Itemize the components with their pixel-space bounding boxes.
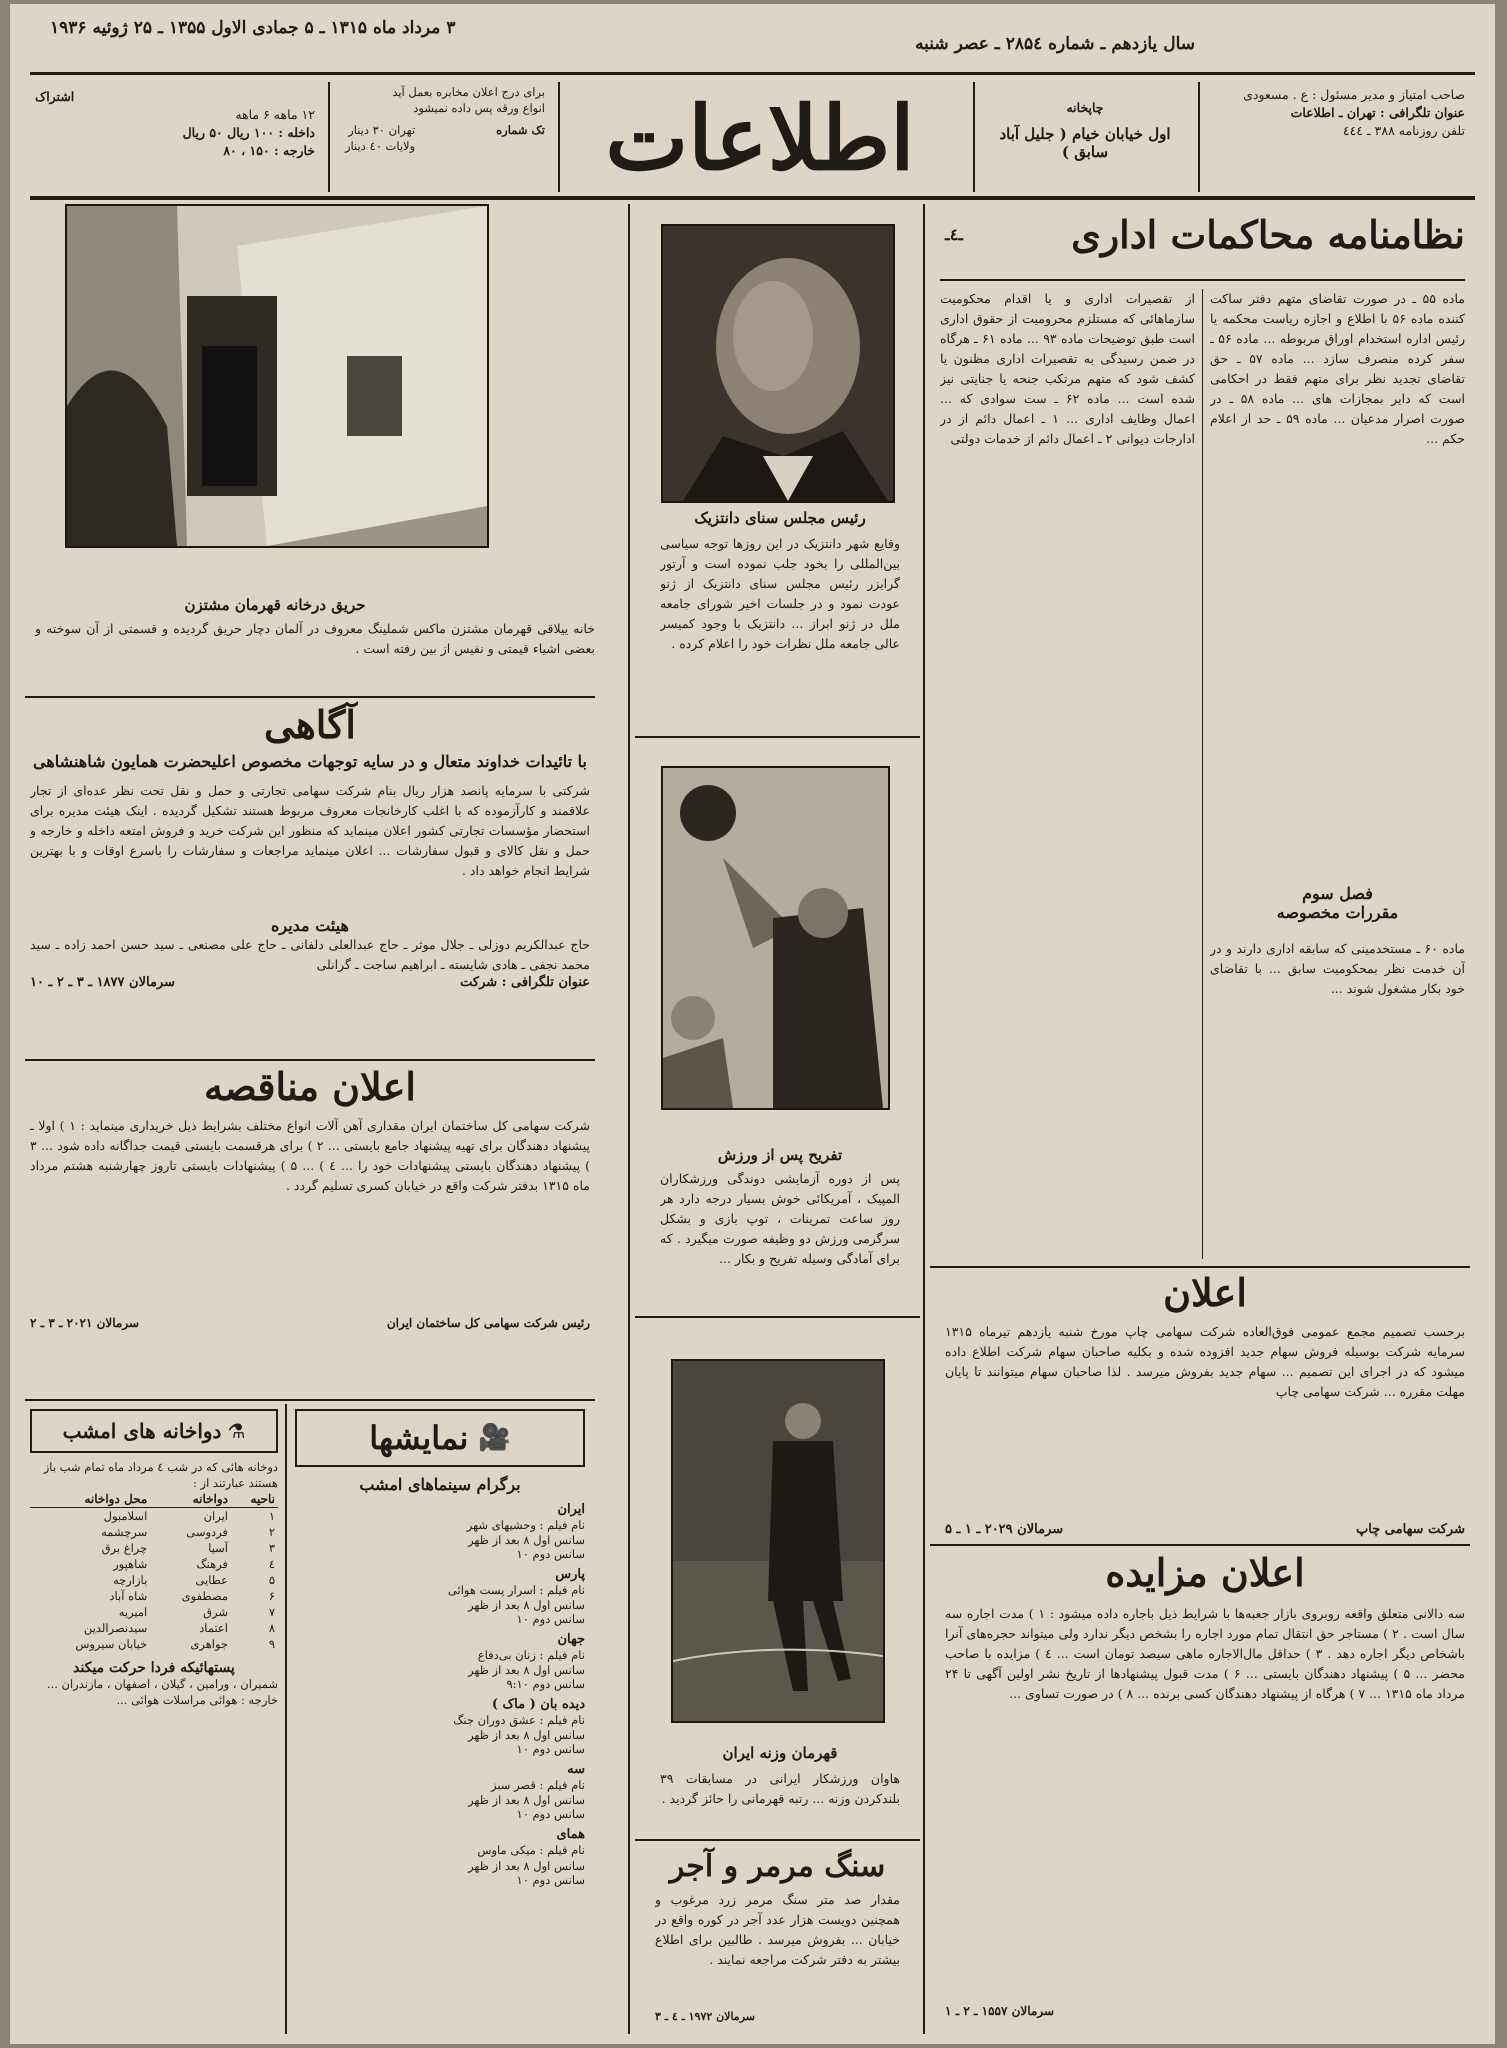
tender-body: شرکت سهامی کل ساختمان ایران مقداری آهن آلات انواع مختلف بشرایط ذیل خریداری مینماید : ۱ ) اولا ـ پیشنهاد دهندگان برای تهیه پیشنهاد جامع بایستی ... ۲ ) برای هرقسمت بایستی قیمت جداگانه داده شود ... ۳ ) پیشنهاد دهندگان بایستی پیشنهادات خود را ... ٤ ) ... ۵ ) پیشنهادات بایستی تاروز چهارشنبه هشتم مرداد ماه ۱۳۱۵ بدفتر شرکت واقع در خیابان کسری تسلیم گردد . [30, 1117, 590, 1193]
pharmacies-table [30, 1491, 278, 1652]
owner-block [1215, 86, 1465, 140]
subscription-line-1: ۱۲ ماهه ۶ ماهه [235, 107, 315, 123]
regulation-article [945, 214, 1465, 256]
cinema-session-1: سانس اول ۸ بعد از ظهر [468, 1728, 585, 1743]
notice-board-title: هیئت مدیره [270, 915, 349, 935]
cinema-name: همای [556, 1827, 585, 1843]
table-cell: فردوسی [186, 1525, 228, 1540]
table-cell: فرهنگ [196, 1557, 228, 1572]
cinema-item [295, 1632, 585, 1691]
regulation-col-left: از تقصیرات اداری و یا اقدام محکومیت سازماهائی که مستلزم محرومیت از حقوق اداری است طبق توضیحات ماده ۹۳ ... ماده ۶۱ ـ هرگاه در ضمن رسیدگی به تقصیرات اداری مظنون یا کشف شود که متهم مرتکب جنحه یا جنایتی نیز شده است ... ماده ۶۲ ـ ست سوادی که ... اعمال وظایف اداری ... ۱ ـ اعمال دائم از در ادارجات دیوانی ۲ ـ اعمال دائم از خدمات دولتی [940, 291, 1195, 446]
table-cell: عطایی [195, 1573, 228, 1588]
table-cell: شاهپور [113, 1557, 148, 1572]
owner-line-2: عنوان تلگرافی : تهران ـ اطلاعات [1290, 105, 1465, 121]
cinemas-box [295, 1409, 585, 1893]
cinemas-title: نمایشها [369, 1419, 469, 1457]
notice [30, 704, 590, 990]
cinema-name: سه [567, 1762, 585, 1778]
marble-ref: سرمالان ۱۹۷۲ ـ ٤ ـ ۳ [655, 2010, 755, 2023]
cinema-item [295, 1697, 585, 1756]
subscription-block [35, 88, 315, 161]
cinema-item [295, 1502, 585, 1561]
announcement-sign: شرکت سهامی چاپ [1356, 1521, 1465, 1537]
tender [30, 1066, 590, 1330]
football-text: پس از دوره آزمایشی دوندگی ورزشکاران المپیک ، آمریکائی خوش بسیار درجه دارد هر روز ساعت تمرینات ، توپ بازی و بشکل سرگرمی ورزش دو وظیفه صورت میگیرد . که برای آمادگی وسیله تفریح و بکار ... [660, 1171, 900, 1266]
cinema-name: جهان [557, 1632, 585, 1648]
newspaper-page [10, 4, 1495, 2044]
table-cell: ۸ [268, 1621, 275, 1636]
cinema-session-1: سانس اول ۸ بعد از ظهر [468, 1793, 585, 1808]
tender-sign: رئیس شرکت سهامی کل ساختمان ایران [386, 1315, 590, 1330]
auction-title: اعلان مزایده [1105, 1550, 1305, 1595]
cinema-film: نام فیلم : وحشیهای شهر [466, 1518, 585, 1532]
pharmacies-title: دواخانه های امشب [62, 1419, 222, 1443]
champion-text: هاوان ورزشکار ایرانی در مسابقات ۳۹ بلندکردن وزنه ... رتبه قهرمانی را حائز گردید . [660, 1771, 900, 1806]
subscription-label: اشتراک [35, 89, 75, 104]
header-top-rule [30, 72, 1475, 75]
issue-line: سال یازدهم ـ شماره ۲۸۵٤ ـ عصر شنبه [915, 34, 1195, 54]
tender-title: اعلان مناقصه [204, 1064, 416, 1109]
cinema-session-1: سانس اول ۸ بعد از ظهر [468, 1598, 585, 1613]
table-cell: شاه آباد [109, 1589, 148, 1604]
announcement-ref: سرمالان ۲۰۲۹ ـ ۱ ـ ۵ [945, 1521, 1064, 1537]
chapter-label: فصل سوم [1302, 884, 1373, 903]
cinema-session-2: سانس دوم ۱۰ [516, 1742, 585, 1757]
cinema-item [295, 1827, 585, 1886]
fire-text: خانه ییلاقی قهرمان مشتزن ماکس شملینگ معروف در آلمان دچار حریق گردیده و قسمتی از آن سوخته و بعضی اشیاء قیمتی و نفیس از بین رفته است . [35, 621, 595, 656]
subscription-line-2: داخله : ۱۰۰ ریال ۵۰ ریال [182, 125, 315, 141]
cinema-film: نام فیلم : قصر سبز [490, 1778, 585, 1793]
address-label: چاپخانه [1066, 100, 1104, 115]
speaker-photo [661, 224, 895, 503]
address-block [990, 99, 1180, 161]
table-row [30, 1524, 278, 1540]
cinema-session-1: سانس اول ۸ بعد از ظهر [468, 1533, 585, 1548]
notice-address: عنوان تلگرافی : شرکت [460, 974, 590, 990]
cinema-session-2: سانس دوم ۱۰ [516, 1612, 585, 1627]
cinema-session-2: سانس دوم ۹:۱۰ [506, 1677, 585, 1692]
table-cell: ۵ [268, 1573, 275, 1588]
price-provinces: ولایات ٤۰ دینار [345, 139, 416, 154]
cinemas-header [295, 1409, 585, 1467]
table-row [30, 1604, 278, 1620]
camera-icon: 🎥 [478, 1423, 511, 1453]
table-row [30, 1620, 278, 1636]
notice-subtitle: با تائیدات خداوند متعال و در سایه توجهات مخصوص اعلیحضرت همایون شاهنشاهی [33, 751, 587, 771]
notice-board-members: حاج عبدالکریم دوزلی ـ جلال موثر ـ حاج عبدالعلی دلفانی ـ حاج علی مصنعی ـ سید حسن احمد زاده ـ سید محمد نجفی ـ هادی شایسته ـ ابراهیم ساجت ـ گرانلی [30, 936, 590, 972]
article-60: ماده ۶۰ ـ مستخدمینی که سابقه اداری دارند و در آن خدمت نظر بمحکومیت سابق ... با تقاضای خود بکار مشغول شوند ... [1210, 941, 1465, 996]
marble-ad [655, 1849, 900, 2023]
auction-body: سه دالانی متعلق واقعه روبروی بازار جعبه‌ها با شرایط ذیل باجاره داده میشود : ۱ ) مدت اجاره سه سال است . ۲ ) مستاجر حق انتقال تمام مورد اجاره را بشخص دیگر ندارد ولی میتواند حجره‌های آنرا باشخاص دیگر اجاره دهد . ۳ ) حداقل مال‌الاجاره ماهی سیصد تومان است ... ٤ ) مزایده با صاحب محضر ... ۵ ) پیشنهاد دهندگان بایستی ... ۶ ) مدت قبول پیشنهادها از تاریخ نشر اولین آگهی تا ۲۴ مرداد ماه ۱۳۱۵ ... ۷ ) هرگاه از پیشنهاد دهندگان کسی برنده ... ۸ ) در صورت تساوی ... [945, 1605, 1465, 1701]
table-row [30, 1508, 278, 1525]
pharm-col-area: ناحیه [231, 1491, 278, 1508]
auction [945, 1552, 1465, 2018]
table-cell: چراغ برق [101, 1541, 148, 1556]
cinema-name: دیده بان ( ماک ) [491, 1697, 585, 1713]
table-cell: مصطفوی [181, 1589, 228, 1604]
cinema-session-2: سانس دوم ۱۰ [516, 1872, 585, 1887]
fire-photo [65, 204, 489, 548]
regulation-title: نظامنامه محاکمات اداری [1071, 212, 1465, 257]
regulation-part: ـ٤ـ [945, 225, 963, 245]
table-cell: ۱ [268, 1509, 275, 1524]
fire-caption: حریق درخانه قهرمان مشتزن [184, 596, 366, 614]
table-row [30, 1636, 278, 1652]
masthead-logo: اطلاعات [605, 86, 915, 190]
date-line: ۳ مرداد ماه ۱۳۱۵ ـ ۵ جمادی الاول ۱۳۵۵ ـ ۲۵ ژوئیه ۱۹۳۶ [50, 18, 456, 38]
marble-body: مقدار صد متر سنگ مرمر زرد مرغوب و همچنین دویست هزار عدد آجر در کوره واقع در خیابان ... بفروش میرسد . طالبین برای اطلاع بیشتر به دفتر شرکت مراجعه نمایند . [655, 1892, 900, 1967]
table-cell: آسیا [208, 1541, 228, 1556]
cinemas-subtitle: برگرام سینماهای امشب [359, 1475, 521, 1494]
cinema-film: نام فیلم : میکی ماوس [477, 1843, 585, 1858]
football-photo [661, 766, 890, 1110]
table-cell: سرچشمه [101, 1525, 148, 1540]
table-cell: سیدنصرالدین [83, 1621, 148, 1636]
cinema-name: ایران [557, 1502, 585, 1517]
ads-block [345, 84, 545, 154]
regulation-col-right: ماده ۵۵ ـ در صورت تقاضای متهم دفتر ساکت کننده ماده ۵۶ با اطلاع و اجازه ریاست محکمه یا رئیس اداره استخدام اوراق مربوطه ... ماده ۵۶ ـ سفر کرده منصرف سازد ... ماده ۵۷ ـ حق تقاضای تجدید نظر برای متهم فقط در احکامی است که دایر بمجازات های ... ماده ۵۸ ـ در صورت اصرار مدعیان ... ماده ۵۹ ـ حد از اعلام حکم ... [1210, 291, 1465, 446]
speaker-caption: رئیس مجلس سنای دانتزیک [694, 509, 866, 527]
champion-caption: قهرمان وزنه ایران [722, 1744, 838, 1762]
marble-title: سنگ مرمر و آجر [669, 1849, 886, 1884]
tender-ref: سرمالان ۲۰۲۱ ـ ۳ ـ ۲ [30, 1315, 140, 1330]
posts-text: شمیران ، ورامین ، گیلان ، اصفهان ، مازندران ... خارجه : هوائی مراسلات هوائی ... [46, 1677, 278, 1708]
table-row [30, 1572, 278, 1588]
chapter-heading [1210, 884, 1465, 922]
cinema-session-2: سانس دوم ۱۰ [516, 1547, 585, 1562]
header-bottom-rule [30, 196, 1475, 200]
address-text: اول خیابان خیام ( جلیل آباد سابق ) [999, 125, 1171, 162]
cinema-item [295, 1567, 585, 1626]
table-cell: خیابان سیروس [75, 1637, 148, 1652]
champion-photo [671, 1359, 885, 1723]
pharmacies-intro: دوخانه هائی که در شب ٤ مرداد ماه تمام شب باز هستند عبارتند از : [43, 1460, 278, 1491]
table-cell: شرق [203, 1605, 228, 1620]
ads-line-1: برای درج اعلان مخابره بعمل آید [392, 85, 545, 99]
notice-body: شرکتی با سرمایه پانصد هزار ریال بنام شرکت سهامی تجارتی و حمل و نقل تحت نظر عده‌ای از تجار علاقمند و کارآزموده که با اغلب کارخانجات معروف مربوط هستند تشکیل گردیده . اینک هیئت مدیره برای استحضار مؤسسات تجارتی کشور اعلان مینماید که منظور این شرکت خرید و فروش امتعه داخله و خارجه و حمل و نقل کالای و قبول سفارشات ... اعلان مینماید مراجعات و سفارشات را باسرع اوقات و با بهترین شرایط انجام خواهد داد . [30, 782, 590, 878]
table-row [30, 1588, 278, 1604]
table-cell: ۷ [268, 1605, 275, 1620]
football-caption: تفریح پس از ورزش [717, 1146, 843, 1164]
table-cell: جواهری [190, 1637, 228, 1652]
table-cell: ۲ [268, 1525, 275, 1540]
cinema-session-1: سانس اول ۸ بعد از ظهر [468, 1663, 585, 1678]
owner-line-1: صاحب امتیاز و مدیر مسئول : ع . مسعودی [1243, 87, 1465, 102]
price-tehran: تهران ۳۰ دینار [348, 123, 416, 138]
pharmacies-box [30, 1409, 278, 1746]
single-issue-label: تک شماره [496, 123, 545, 138]
cinema-name: پارس [555, 1567, 585, 1583]
pharmacy-icon: ⚗ [227, 1419, 246, 1443]
subscription-line-3: خارجه : ۱۵۰ ، ۸۰ [223, 143, 315, 159]
cinema-item [295, 1762, 585, 1821]
pharm-col-name: دواخانه [150, 1491, 231, 1508]
cinema-film: نام فیلم : عشق دوران جنگ [453, 1713, 585, 1728]
table-cell: ۶ [268, 1589, 275, 1604]
ads-line-2: انواع ورقه پس داده نمیشود [413, 101, 545, 116]
cinema-film: نام فیلم : زنان بی‌دفاع [477, 1648, 585, 1663]
table-cell: ایران [203, 1509, 228, 1524]
pharmacies-header [30, 1409, 278, 1453]
table-cell: امیریه [118, 1605, 148, 1620]
table-row [30, 1540, 278, 1556]
cinema-session-2: سانس دوم ۱۰ [516, 1807, 585, 1822]
cinema-film: نام فیلم : اسرار پست هوائی [447, 1583, 585, 1598]
table-cell: ٤ [268, 1557, 275, 1572]
table-cell: ۳ [268, 1541, 275, 1556]
table-cell: اسلامبول [103, 1509, 148, 1524]
table-cell: بازارچه [112, 1573, 148, 1588]
cinema-list [295, 1502, 585, 1887]
announcement-body: برحسب تصمیم مجمع عمومی فوق‌العاده شرکت سهامی چاپ مورخ شنبه یازدهم تیرماه ۱۳۱۵ سرمایه شرکت بوسیله فروش سهام جدید افزوده شده و بکلیه صاحبان سهام شرکت اطلاع داده میشود که در اجرای این تصمیم ... سهام جدید بفروش میرسد . لذا صاحبان سهام میتوانند تا پایان مهلت مقرره ... شرکت سهامی چاپ [945, 1323, 1465, 1399]
notice-title: آگاهی [264, 702, 356, 747]
pharm-col-location: محل دواخانه [30, 1491, 150, 1508]
owner-line-3: تلفن روزنامه ۳۸۸ ـ ٤٤٤ [1342, 123, 1465, 139]
table-cell: اعتماد [199, 1621, 228, 1636]
chapter-title: مقررات مخصوصه [1276, 903, 1399, 922]
auction-ref: سرمالان ۱۵۵۷ ـ ۲ ـ ۱ [945, 2003, 1055, 2018]
speaker-text: وقایع شهر دانتزیک در این روزها توجه سیاسی بین‌المللی را بخود جلب نموده است و آرتور گرایزر رئیس مجلس سنای دانتزیک از ژنو عودت نمود و در جلسات اخیر شورای جامعه ملل در ژنو ابراز ... دانتزیک با وجود کمیسر عالی جامعه ملل نظرات خود را اعلام کرده . [660, 536, 900, 651]
table-row [30, 1556, 278, 1572]
announcement [945, 1272, 1465, 1537]
table-cell: ۹ [268, 1637, 275, 1652]
announcement-title: اعلان [1163, 1270, 1247, 1315]
posts-title: پستهائیکه فردا حرکت میکند [73, 1660, 235, 1677]
notice-ref: سرمالان ۱۸۷۷ ـ ۳ ـ ۲ ـ ۱۰ [30, 974, 175, 990]
cinema-session-1: سانس اول ۸ بعد از ظهر [468, 1858, 585, 1873]
